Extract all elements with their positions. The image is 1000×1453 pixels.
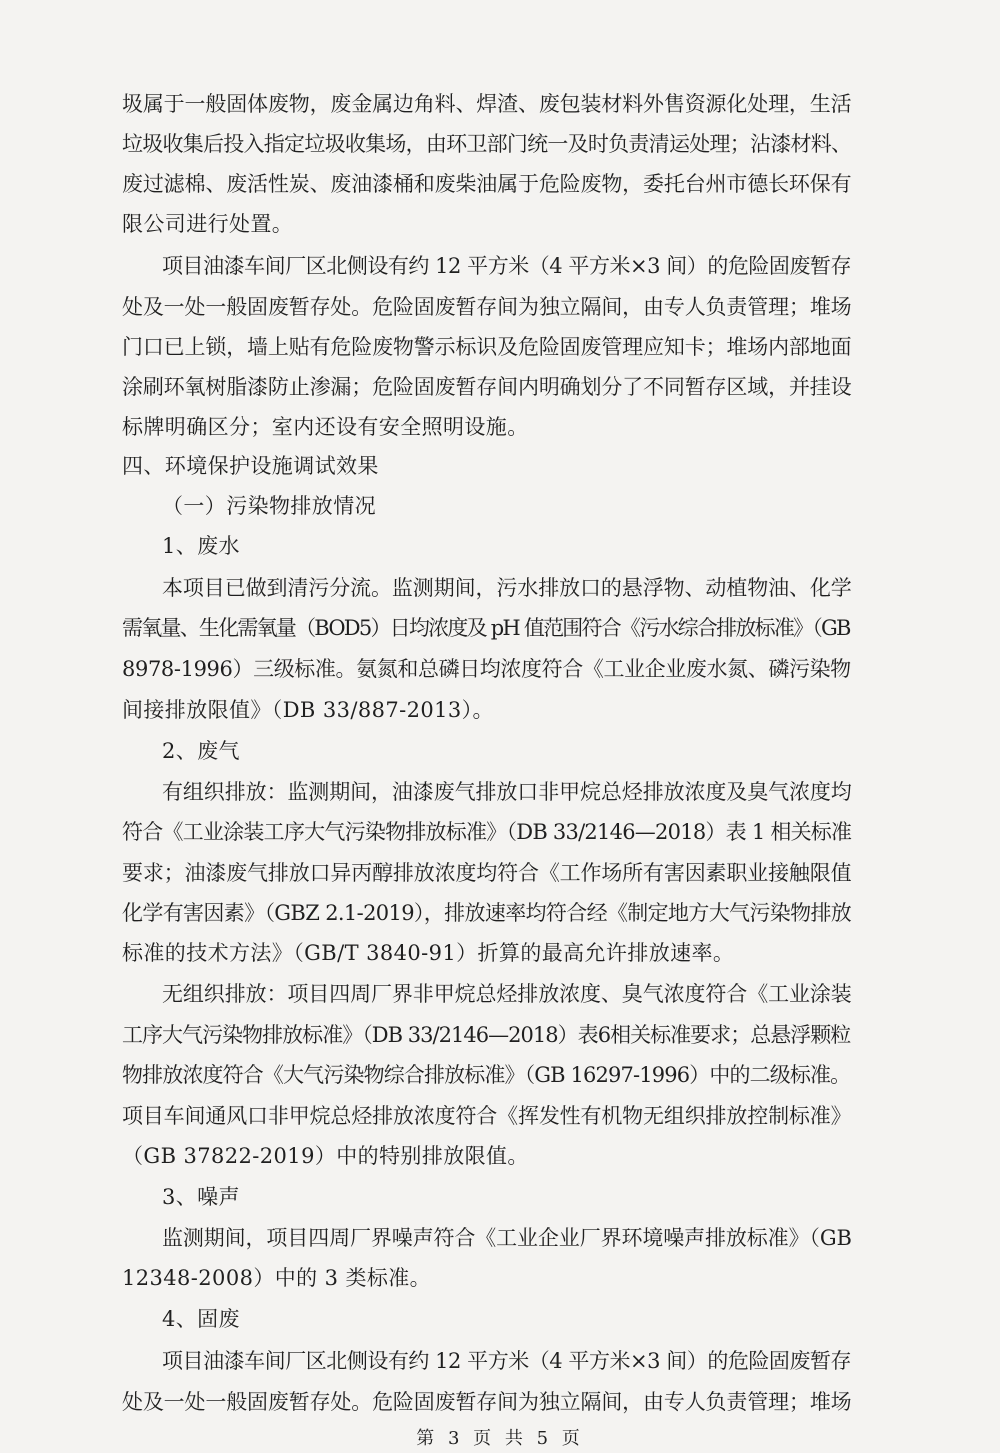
text-line: 标准的技术方法》（GB/T 3840-91）折算的最高允许排放速率。 [122, 941, 735, 965]
text-line: 间接排放限值》（DB 33/887-2013）。 [122, 698, 494, 722]
text-line: 标牌明确区分；室内还设有安全照明设施。 [122, 415, 529, 439]
text-line: （一）污染物排放情况 [162, 494, 376, 518]
text-line: 圾属于一般固体废物，废金属边角料、焊渣、废包装材料外售资源化处理，生活 [122, 92, 852, 116]
text-line: 2、废气 [162, 739, 240, 763]
page-footer: 第 3 页 共 5 页 [416, 1428, 584, 1449]
text-line: 符合《工业涂装工序大气污染物排放标准》（DB 33/2146—2018）表 1 相关标准 [122, 820, 852, 844]
text-line: 限公司进行处置。 [122, 212, 294, 236]
text-line: 12348-2008）中的 3 类标准。 [122, 1266, 432, 1290]
text-line: 门口已上锁，墙上贴有危险废物警示标识及危险固废管理应知卡；堆场内部地面 [122, 335, 852, 359]
text-line: 无组织排放：项目四周厂界非甲烷总烃排放浓度、臭气浓度符合《工业涂装 [162, 982, 852, 1006]
text-line: 工序大气污染物排放标准》（DB 33/2146—2018）表6相关标准要求；总悬浮颗粒 [122, 1023, 851, 1047]
text-line: 8978-1996）三级标准。氨氮和总磷日均浓度符合《工业企业废水氮、磷污染物 [122, 657, 851, 681]
text-line: 处及一处一般固废暂存处。危险固废暂存间为独立隔间，由专人负责管理；堆场 [122, 1390, 852, 1414]
text-line: 化学有害因素》（GBZ 2.1-2019），排放速率均符合经《制定地方大气污染物排放 [122, 901, 852, 925]
text-line: 处及一处一般固废暂存处。危险固废暂存间为独立隔间，由专人负责管理；堆场 [122, 295, 852, 319]
text-line: 要求；油漆废气排放口异丙醇排放浓度均符合《工作场所有害因素职业接触限值 [122, 861, 852, 885]
text-line: 4、固废 [162, 1307, 240, 1331]
text-line: 项目车间通风口非甲烷总烃排放浓度符合《挥发性有机物无组织排放控制标准》 [122, 1104, 852, 1128]
text-line: 3、噪声 [162, 1185, 240, 1209]
text-line: 监测期间，项目四周厂界噪声符合《工业企业厂界环境噪声排放标准》（GB [162, 1226, 852, 1250]
text-line: 需氧量、生化需氧量（BOD5）日均浓度及 pH 值范围符合《污水综合排放标准》（GB [122, 616, 850, 640]
text-line: 项目油漆车间厂区北侧设有约 12 平方米（4 平方米×3 间）的危险固废暂存 [162, 254, 852, 278]
text-line: 项目油漆车间厂区北侧设有约 12 平方米（4 平方米×3 间）的危险固废暂存 [162, 1349, 852, 1373]
text-line: 涂刷环氧树脂漆防止渗漏；危险固废暂存间内明确划分了不同暂存区域，并挂设 [122, 375, 852, 399]
text-line: （GB 37822-2019）中的特别排放限值。 [122, 1144, 529, 1168]
text-line: 垃圾收集后投入指定垃圾收集场，由环卫部门统一及时负责清运处理；沾漆材料、 [122, 132, 852, 156]
text-line: 物排放浓度符合《大气污染物综合排放标准》（GB 16297-1996）中的二级标准。 [122, 1063, 851, 1087]
text-line: 废过滤棉、废活性炭、废油漆桶和废柴油属于危险废物，委托台州市德长环保有 [122, 172, 852, 196]
text-line: 四、环境保护设施调试效果 [122, 454, 379, 478]
text-line: 有组织排放：监测期间，油漆废气排放口非甲烷总烃排放浓度及臭气浓度均 [162, 780, 852, 804]
text-line: 本项目已做到清污分流。监测期间，污水排放口的悬浮物、动植物油、化学 [162, 576, 852, 600]
text-line: 1、废水 [162, 534, 240, 558]
